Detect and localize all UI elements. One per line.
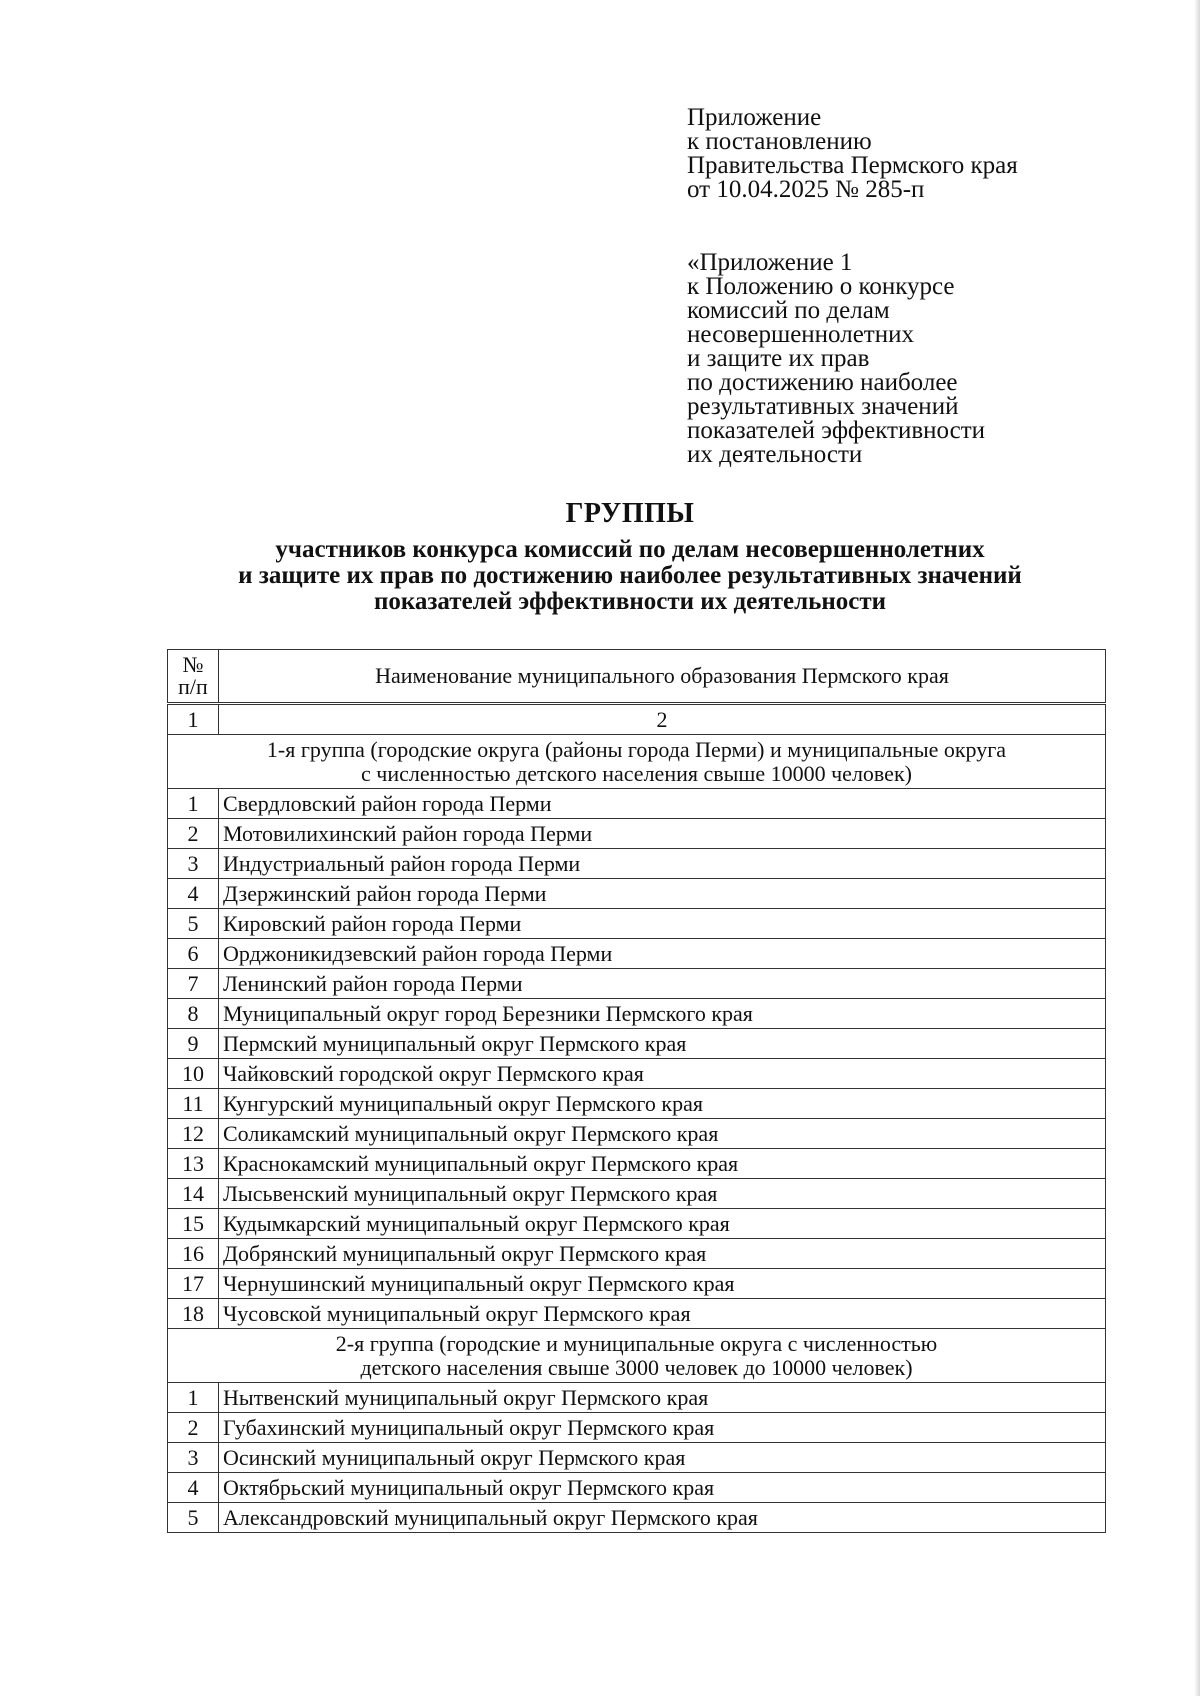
group-heading-line: детского населения свыше 3000 человек до 10000 человек) [360,1354,913,1380]
row-number: 8 [168,999,219,1029]
table-row [168,1413,1106,1443]
municipality-name: Орджоникидзевский район города Перми [219,939,1106,969]
column-index-1: 1 [168,704,219,735]
table-row [168,819,1106,849]
municipality-name: Чусовской муниципальный округ Пермского края [219,1299,1106,1329]
row-number: 2 [168,1413,219,1443]
row-number: 5 [168,1503,219,1533]
table-row [168,1059,1106,1089]
row-number: 4 [168,879,219,909]
table-row [168,1239,1106,1269]
row-number: 15 [168,1209,219,1239]
annex-sub-line: несовершеннолетних [687,321,914,348]
table-row [168,849,1106,879]
row-number: 17 [168,1269,219,1299]
municipality-name: Нытвенский муниципальный округ Пермского края [219,1383,1106,1413]
group-heading-line: 2-я группа (городские и муниципальные округа с численностью [335,1330,938,1356]
table-row [168,879,1106,909]
municipality-name: Добрянский муниципальный округ Пермского края [219,1239,1106,1269]
row-number: 6 [168,939,219,969]
municipality-name: Кудымкарский муниципальный округ Пермского края [219,1209,1106,1239]
table-row [168,999,1106,1029]
table-row [168,1383,1106,1413]
table-row [168,1179,1106,1209]
row-number: 12 [168,1119,219,1149]
annex-line: Приложение [687,104,822,131]
row-number: 4 [168,1473,219,1503]
group-heading-line: 1-я группа (городские округа (районы города Перми) и муниципальные округа [266,736,1007,762]
group-1-heading [168,735,1106,789]
annex-sub-line: к Положению о конкурсе [687,273,955,300]
row-number: 18 [168,1299,219,1329]
row-number: 14 [168,1179,219,1209]
table-row [168,1149,1106,1179]
municipality-name: Краснокамский муниципальный округ Пермского края [219,1149,1106,1179]
table-row [168,1089,1106,1119]
table-row [168,1209,1106,1239]
page-edge-shadow [1194,0,1200,1696]
document-subtitle [0,537,1200,615]
annex-sub-line: показателей эффективности [687,417,986,444]
row-number: 5 [168,909,219,939]
table-row [168,969,1106,999]
annex-sub-line: «Приложение 1 [687,249,853,276]
municipality-name: Губахинский муниципальный округ Пермского края [219,1413,1106,1443]
subtitle-line: участников конкурса комиссий по делам несовершеннолетних [275,536,985,563]
subtitle-line: и защите их прав по достижению наиболее результативных значений [238,562,1022,589]
municipality-name: Свердловский район города Перми [219,789,1106,819]
table-row [168,1269,1106,1299]
municipality-name: Индустриальный район города Перми [219,849,1106,879]
municipality-name: Лысьвенский муниципальный округ Пермского края [219,1179,1106,1209]
document-title: ГРУППЫ [565,498,695,529]
table-row [168,1029,1106,1059]
row-number: 1 [168,789,219,819]
row-number: 10 [168,1059,219,1089]
municipality-name: Кунгурский муниципальный округ Пермского края [219,1089,1106,1119]
groups-table [167,649,1106,1533]
group-heading-line: с численностью детского населения свыше 10000 человек) [361,760,912,786]
group-1-heading-row [168,735,1106,789]
municipality-name: Чернушинский муниципальный округ Пермского края [219,1269,1106,1299]
municipality-name: Мотовилихинский район города Перми [219,819,1106,849]
annex-sub-line: и защите их прав [687,345,870,372]
municipality-name: Дзержинский район города Перми [219,879,1106,909]
municipality-name: Ленинский район города Перми [219,969,1106,999]
group-2-heading [168,1329,1106,1383]
row-number: 3 [168,1443,219,1473]
table-row [168,1503,1106,1533]
municipality-name: Соликамский муниципальный округ Пермского края [219,1119,1106,1149]
table-row [168,1299,1106,1329]
annex-sub-line: комиссий по делам [687,297,890,324]
annex-sub-header [687,251,985,467]
municipality-name: Муниципальный округ город Березники Пермского края [219,999,1106,1029]
row-number: 11 [168,1089,219,1119]
municipality-name: Чайковский городской округ Пермского края [219,1059,1106,1089]
annex-line: Правительства Пермского края [687,152,1018,179]
row-number: 16 [168,1239,219,1269]
municipality-name: Александровский муниципальный округ Пермского края [219,1503,1106,1533]
annex-line: к постановлению [687,128,872,155]
table-header-row [168,650,1106,704]
table-row [168,1119,1106,1149]
annex-sub-line: результативных значений [687,393,959,420]
table-row [168,1473,1106,1503]
table-row [168,939,1106,969]
table-row [168,1443,1106,1473]
row-number: 13 [168,1149,219,1179]
column-index-row [168,704,1106,735]
annex-sub-line: их деятельности [687,441,863,468]
column-index-2: 2 [219,704,1106,735]
municipality-name: Пермский муниципальный округ Пермского края [219,1029,1106,1059]
group-2-heading-row [168,1329,1106,1383]
municipality-name: Октябрьский муниципальный округ Пермского края [219,1473,1106,1503]
row-number: 7 [168,969,219,999]
municipality-name: Осинский муниципальный округ Пермского края [219,1443,1106,1473]
municipality-name: Кировский район города Перми [219,909,1106,939]
table-row [168,789,1106,819]
header-number-symbol: № [182,652,204,677]
header-name-cell: Наименование муниципального образования Пермского края [219,650,1106,704]
header-number-cell [168,650,219,704]
annex-header [687,106,1018,202]
row-number: 2 [168,819,219,849]
annex-line: от 10.04.2025 № 285-п [687,176,925,203]
table-row [168,909,1106,939]
row-number: 9 [168,1029,219,1059]
row-number: 1 [168,1383,219,1413]
row-number: 3 [168,849,219,879]
annex-sub-line: по достижению наиболее [687,369,958,396]
header-number-abbr: п/п [178,674,208,699]
subtitle-line: показателей эффективности их деятельности [373,588,887,615]
